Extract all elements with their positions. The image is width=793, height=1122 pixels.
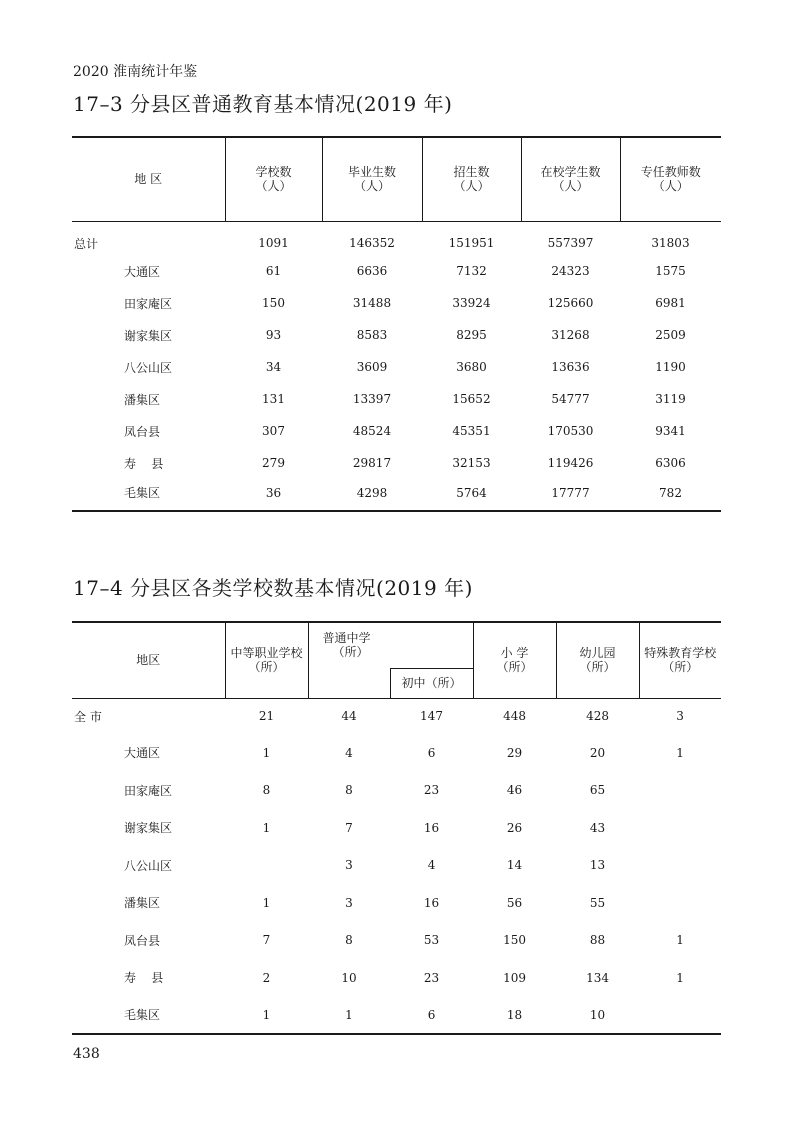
cell-kindergarten: 20 bbox=[589, 745, 606, 760]
cell-special: 1 bbox=[676, 970, 684, 985]
cell-students: 170530 bbox=[547, 424, 594, 438]
cell-special bbox=[639, 884, 721, 922]
cell-students: 31268 bbox=[551, 328, 590, 342]
table-row bbox=[72, 287, 721, 319]
cell-students: 17777 bbox=[551, 485, 590, 500]
cell-students: 119426 bbox=[547, 456, 594, 470]
header-primary-unit: （所） bbox=[496, 660, 533, 675]
cell-enrollment: 15652 bbox=[452, 392, 491, 406]
cell-primary: 448 bbox=[503, 709, 526, 724]
cell-teachers: 6981 bbox=[655, 296, 686, 310]
cell-kindergarten: 13 bbox=[589, 858, 606, 873]
row-region: 大通区 bbox=[124, 264, 161, 279]
table-row bbox=[72, 772, 721, 810]
header-teachers-unit: （人） bbox=[652, 179, 689, 194]
cell-schools: 1091 bbox=[258, 236, 289, 251]
cell-middle: 7 bbox=[345, 820, 353, 835]
header-special-label: 特殊教育学校 bbox=[644, 646, 717, 661]
cell-primary: 26 bbox=[506, 820, 523, 835]
row-region: 毛集区 bbox=[124, 1008, 161, 1023]
header-schools bbox=[225, 137, 322, 221]
row-region: 八公山区 bbox=[124, 360, 173, 375]
cell-teachers: 31803 bbox=[651, 236, 690, 251]
cell-teachers: 9341 bbox=[655, 424, 686, 438]
cell-kindergarten: 428 bbox=[586, 709, 609, 724]
table-row bbox=[72, 383, 721, 415]
cell-enrollment: 7132 bbox=[456, 264, 487, 278]
cell-junior: 6 bbox=[427, 745, 436, 760]
cell-schools: 279 bbox=[262, 456, 285, 470]
cell-graduates: 4298 bbox=[356, 485, 388, 500]
cell-enrollment: 8295 bbox=[456, 328, 487, 342]
cell-students: 125660 bbox=[547, 296, 594, 310]
cell-enrollment: 3680 bbox=[456, 360, 487, 374]
cell-junior: 23 bbox=[423, 970, 440, 985]
cell-vocational: 1 bbox=[262, 1007, 271, 1022]
cell-special bbox=[639, 997, 721, 1035]
row-region: 田家庵区 bbox=[124, 783, 173, 798]
header-special bbox=[639, 622, 721, 698]
cell-junior: 147 bbox=[420, 709, 443, 724]
cell-schools: 93 bbox=[265, 328, 282, 342]
header-middle-spacer bbox=[308, 668, 390, 698]
cell-schools: 307 bbox=[262, 424, 285, 438]
cell-kindergarten: 10 bbox=[589, 1007, 606, 1022]
cell-schools: 131 bbox=[262, 392, 285, 406]
cell-primary: 46 bbox=[506, 783, 523, 798]
cell-primary: 29 bbox=[506, 745, 523, 760]
row-region: 全 市 bbox=[74, 709, 102, 724]
table-row bbox=[72, 698, 721, 734]
header-schools-label: 学校数 bbox=[255, 165, 292, 180]
cell-enrollment: 5764 bbox=[456, 485, 487, 500]
table-row bbox=[72, 959, 721, 997]
cell-special: 1 bbox=[676, 933, 684, 948]
cell-enrollment: 33924 bbox=[452, 296, 491, 310]
cell-teachers: 782 bbox=[659, 485, 682, 500]
cell-enrollment: 32153 bbox=[452, 456, 491, 470]
cell-middle: 3 bbox=[345, 858, 353, 873]
header-middle-unit: （所） bbox=[332, 645, 369, 660]
table-row bbox=[72, 922, 721, 960]
header-enrollment bbox=[422, 137, 521, 221]
table-row bbox=[72, 447, 721, 479]
row-region: 寿 县 bbox=[124, 971, 164, 986]
table-2-title: 17–4 分县区各类学校数基本情况(2019 年) bbox=[73, 576, 473, 600]
cell-middle: 44 bbox=[341, 709, 357, 724]
header-special-unit: （所） bbox=[662, 660, 699, 675]
cell-kindergarten: 55 bbox=[589, 895, 606, 910]
cell-kindergarten: 134 bbox=[586, 970, 609, 985]
table-row bbox=[72, 734, 721, 772]
cell-middle: 3 bbox=[345, 895, 353, 910]
table-row bbox=[72, 351, 721, 383]
header-kindergarten bbox=[556, 622, 639, 698]
cell-enrollment: 45351 bbox=[452, 424, 491, 438]
cell-graduates: 6636 bbox=[356, 264, 388, 278]
table-row bbox=[72, 221, 721, 255]
header-kindergarten-unit: （所） bbox=[579, 660, 616, 675]
header-region: 地区 bbox=[136, 653, 161, 668]
cell-primary: 109 bbox=[503, 970, 526, 985]
cell-kindergarten: 43 bbox=[589, 820, 606, 835]
row-region: 谢家集区 bbox=[124, 821, 173, 836]
header-teachers bbox=[620, 137, 721, 221]
header-primary-label: 小 学 bbox=[500, 646, 529, 661]
header-students-label: 在校学生数 bbox=[540, 165, 601, 180]
table-1-title: 17–3 分县区普通教育基本情况(2019 年) bbox=[73, 92, 453, 116]
cell-vocational: 8 bbox=[262, 783, 271, 798]
row-region: 毛集区 bbox=[124, 486, 161, 500]
school-count-table bbox=[72, 621, 721, 1035]
header-kindergarten-label: 幼儿园 bbox=[579, 646, 616, 661]
cell-middle: 4 bbox=[345, 745, 353, 760]
table-row bbox=[72, 809, 721, 847]
cell-junior: 16 bbox=[423, 820, 440, 835]
cell-vocational: 1 bbox=[262, 820, 271, 835]
row-region: 田家庵区 bbox=[124, 296, 173, 311]
cell-graduates: 146352 bbox=[349, 236, 395, 251]
cell-vocational: 1 bbox=[262, 745, 271, 760]
cell-teachers: 1575 bbox=[655, 264, 686, 278]
cell-junior: 16 bbox=[423, 895, 440, 910]
cell-vocational: 21 bbox=[258, 709, 275, 724]
table-row bbox=[72, 319, 721, 351]
header-primary bbox=[473, 622, 556, 698]
header-enrollment-unit: （人） bbox=[453, 179, 490, 194]
row-region: 凤台县 bbox=[124, 933, 161, 948]
education-table bbox=[72, 136, 721, 512]
header-graduates-unit: （人） bbox=[353, 179, 390, 194]
header-middle-label: 普通中学 bbox=[322, 631, 371, 646]
cell-middle: 8 bbox=[345, 783, 353, 798]
header-enrollment-label: 招生数 bbox=[453, 165, 490, 180]
header-students-unit: （人） bbox=[552, 179, 589, 194]
cell-schools: 61 bbox=[265, 264, 282, 278]
cell-junior: 6 bbox=[427, 1007, 436, 1022]
cell-teachers: 6306 bbox=[655, 456, 686, 470]
header-vocational bbox=[225, 622, 308, 698]
cell-graduates: 8583 bbox=[356, 328, 388, 342]
cell-graduates: 48524 bbox=[352, 424, 392, 438]
cell-vocational bbox=[225, 847, 308, 885]
cell-graduates: 13397 bbox=[352, 392, 392, 406]
cell-schools: 34 bbox=[265, 360, 282, 374]
cell-graduates: 3609 bbox=[356, 360, 388, 374]
cell-middle: 8 bbox=[345, 933, 353, 948]
header-vocational-unit: （所） bbox=[248, 660, 285, 675]
cell-vocational: 1 bbox=[262, 895, 271, 910]
cell-students: 13636 bbox=[551, 360, 590, 374]
header-region: 地 区 bbox=[134, 172, 163, 187]
cell-special: 1 bbox=[676, 745, 684, 760]
cell-junior: 53 bbox=[423, 933, 440, 948]
cell-schools: 150 bbox=[262, 296, 285, 310]
header-students bbox=[521, 137, 620, 221]
table-row bbox=[72, 884, 721, 922]
cell-primary: 18 bbox=[506, 1007, 523, 1022]
row-region: 大通区 bbox=[124, 746, 161, 761]
cell-primary: 56 bbox=[506, 895, 523, 910]
cell-schools: 36 bbox=[265, 485, 282, 500]
cell-vocational: 2 bbox=[262, 970, 271, 985]
row-region: 谢家集区 bbox=[124, 328, 173, 343]
cell-special: 3 bbox=[676, 709, 684, 724]
table-row bbox=[72, 479, 721, 511]
cell-kindergarten: 65 bbox=[589, 783, 606, 798]
cell-junior: 23 bbox=[423, 783, 440, 798]
header-schools-unit: （人） bbox=[255, 179, 292, 194]
row-region: 寿 县 bbox=[124, 456, 164, 471]
cell-primary: 150 bbox=[503, 933, 526, 948]
cell-teachers: 2509 bbox=[655, 328, 686, 342]
header-graduates bbox=[322, 137, 422, 221]
cell-middle: 1 bbox=[345, 1007, 353, 1022]
header-vocational-label: 中等职业学校 bbox=[230, 646, 303, 661]
cell-special bbox=[639, 772, 721, 810]
row-region: 潘集区 bbox=[124, 896, 161, 911]
cell-special bbox=[639, 809, 721, 847]
table-row bbox=[72, 997, 721, 1035]
cell-special bbox=[639, 847, 721, 885]
cell-vocational: 7 bbox=[262, 933, 271, 948]
running-header: 2020 淮南统计年鉴 bbox=[73, 64, 198, 80]
row-region: 八公山区 bbox=[124, 858, 173, 873]
header-teachers-label: 专任教师数 bbox=[640, 165, 701, 180]
cell-graduates: 29817 bbox=[352, 456, 392, 470]
header-graduates-label: 毕业生数 bbox=[347, 165, 396, 180]
cell-enrollment: 151951 bbox=[448, 236, 495, 251]
table-row bbox=[72, 415, 721, 447]
cell-primary: 14 bbox=[506, 858, 523, 873]
cell-middle: 10 bbox=[341, 970, 357, 985]
cell-students: 24323 bbox=[551, 264, 590, 278]
cell-junior: 4 bbox=[427, 858, 436, 873]
table-row bbox=[72, 847, 721, 885]
cell-teachers: 3119 bbox=[655, 392, 686, 406]
row-region: 凤台县 bbox=[124, 424, 161, 439]
header-junior: 初中（所） bbox=[390, 668, 473, 698]
table-row bbox=[72, 255, 721, 287]
cell-teachers: 1190 bbox=[655, 360, 686, 374]
page-number: 438 bbox=[73, 1046, 100, 1062]
row-region: 潘集区 bbox=[124, 392, 161, 407]
header-middle bbox=[308, 622, 473, 668]
cell-kindergarten: 88 bbox=[589, 933, 606, 948]
cell-students: 557397 bbox=[547, 236, 594, 251]
row-region: 总计 bbox=[74, 236, 99, 251]
cell-students: 54777 bbox=[551, 392, 590, 406]
cell-graduates: 31488 bbox=[352, 296, 392, 310]
